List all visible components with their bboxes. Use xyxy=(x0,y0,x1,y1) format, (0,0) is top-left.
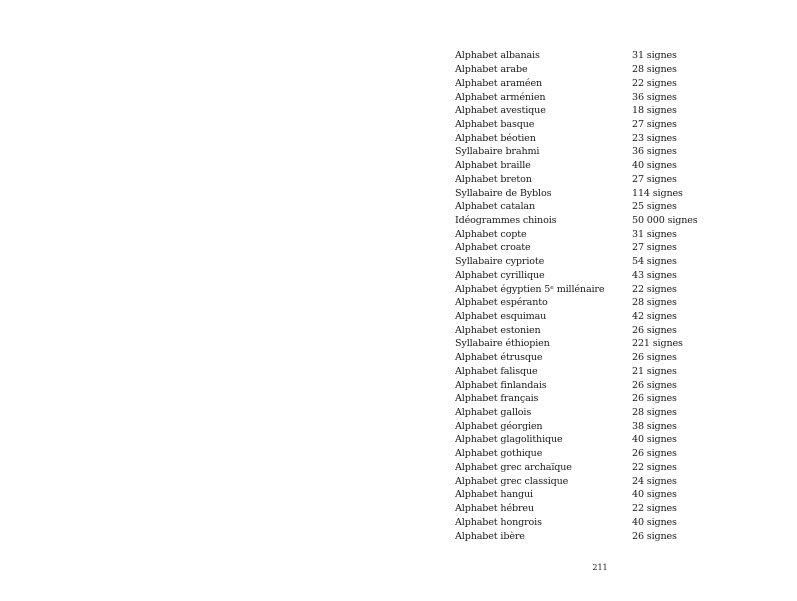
writing-system-name: Syllabaire cypriote xyxy=(455,256,545,268)
list-item xyxy=(455,118,715,132)
list-item xyxy=(455,200,715,214)
sign-count: 31 signes xyxy=(632,228,677,240)
sign-count: 36 signes xyxy=(632,91,677,103)
list-item xyxy=(455,186,715,200)
list-item xyxy=(455,406,715,420)
list-item xyxy=(455,323,715,337)
sign-count: 26 signes xyxy=(632,530,677,542)
list-item xyxy=(455,392,715,406)
sign-count: 18 signes xyxy=(632,105,677,117)
writing-system-name: Alphabet arménien xyxy=(455,91,546,103)
list-item xyxy=(455,241,715,255)
list-item xyxy=(455,433,715,447)
list-item xyxy=(455,474,715,488)
sign-count: 25 signes xyxy=(632,201,677,213)
writing-system-name: Alphabet gallois xyxy=(455,407,532,419)
writing-system-name: Alphabet arabe xyxy=(455,64,528,76)
sign-count: 114 signes xyxy=(632,187,683,199)
writing-system-name: Alphabet falisque xyxy=(455,365,538,377)
writing-system-name: Alphabet avestique xyxy=(455,105,546,117)
writing-system-name: Alphabet français xyxy=(455,393,539,405)
list-item xyxy=(455,337,715,351)
list-item xyxy=(455,282,715,296)
sign-count: 43 signes xyxy=(632,269,677,281)
sign-count: 28 signes xyxy=(632,64,677,76)
writing-system-name: Alphabet hébreu xyxy=(455,503,534,515)
list-item xyxy=(455,310,715,324)
writing-system-name: Alphabet égyptien 5ᵉ millénaire xyxy=(455,283,605,295)
sign-count: 22 signes xyxy=(632,77,677,89)
writing-system-name: Alphabet braille xyxy=(455,160,531,172)
sign-count: 26 signes xyxy=(632,352,677,364)
sign-count: 26 signes xyxy=(632,393,677,405)
sign-count: 27 signes xyxy=(632,242,677,254)
list-item xyxy=(455,145,715,159)
sign-count: 40 signes xyxy=(632,489,677,501)
sign-count: 40 signes xyxy=(632,160,677,172)
writing-system-name: Alphabet glagolithique xyxy=(455,434,563,446)
writing-system-name: Alphabet araméen xyxy=(455,77,543,89)
sign-count: 31 signes xyxy=(632,50,677,62)
sign-count: 22 signes xyxy=(632,461,677,473)
sign-count: 24 signes xyxy=(632,475,677,487)
sign-count: 38 signes xyxy=(632,420,677,432)
writing-system-name: Alphabet béotien xyxy=(455,132,536,144)
sign-count: 22 signes xyxy=(632,283,677,295)
sign-count: 26 signes xyxy=(632,379,677,391)
sign-count: 28 signes xyxy=(632,297,677,309)
list-item xyxy=(455,131,715,145)
list-item xyxy=(455,296,715,310)
list-item xyxy=(455,447,715,461)
list-item xyxy=(455,76,715,90)
list-item xyxy=(455,227,715,241)
writing-system-name: Alphabet hangui xyxy=(455,489,533,501)
list-item xyxy=(455,378,715,392)
list-item xyxy=(455,214,715,228)
writing-system-name: Alphabet géorgien xyxy=(455,420,543,432)
list-item xyxy=(455,159,715,173)
list-item xyxy=(455,269,715,283)
list-item xyxy=(455,255,715,269)
sign-count: 22 signes xyxy=(632,503,677,515)
list-item xyxy=(455,529,715,543)
sign-count: 40 signes xyxy=(632,516,677,528)
sign-count: 50 000 signes xyxy=(632,214,698,226)
sign-count: 26 signes xyxy=(632,324,677,336)
sign-count: 27 signes xyxy=(632,173,677,185)
writing-system-name: Alphabet grec classique xyxy=(455,475,569,487)
sign-count: 40 signes xyxy=(632,434,677,446)
writing-system-name: Alphabet cyrillique xyxy=(455,269,545,281)
list-item xyxy=(455,63,715,77)
writing-system-name: Alphabet copte xyxy=(455,228,527,240)
sign-count: 28 signes xyxy=(632,407,677,419)
list-item xyxy=(455,502,715,516)
writing-system-name: Alphabet grec archaïque xyxy=(455,461,572,473)
writing-system-name: Alphabet esquimau xyxy=(455,311,547,323)
sign-count: 36 signes xyxy=(632,146,677,158)
list-item xyxy=(455,488,715,502)
list-item xyxy=(455,461,715,475)
page-number: 211 xyxy=(592,563,608,572)
list-item xyxy=(455,104,715,118)
sign-count: 54 signes xyxy=(632,256,677,268)
writing-system-name: Idéogrammes chinois xyxy=(455,214,557,226)
sign-count: 26 signes xyxy=(632,448,677,460)
list-item xyxy=(455,351,715,365)
alphabet-list xyxy=(455,49,715,543)
writing-system-name: Syllabaire éthiopien xyxy=(455,338,550,350)
writing-system-name: Alphabet hongrois xyxy=(455,516,542,528)
list-item xyxy=(455,172,715,186)
sign-count: 23 signes xyxy=(632,132,677,144)
writing-system-name: Alphabet finlandais xyxy=(455,379,547,391)
writing-system-name: Alphabet espéranto xyxy=(455,297,548,309)
writing-system-name: Alphabet croate xyxy=(455,242,531,254)
sign-count: 42 signes xyxy=(632,311,677,323)
writing-system-name: Syllabaire brahmi xyxy=(455,146,540,158)
writing-system-name: Alphabet catalan xyxy=(455,201,535,213)
writing-system-name: Alphabet albanais xyxy=(455,50,540,62)
writing-system-name: Alphabet ibère xyxy=(455,530,525,542)
sign-count: 21 signes xyxy=(632,365,677,377)
writing-system-name: Syllabaire de Byblos xyxy=(455,187,552,199)
list-item xyxy=(455,49,715,63)
list-item xyxy=(455,90,715,104)
sign-count: 221 signes xyxy=(632,338,683,350)
writing-system-name: Alphabet basque xyxy=(455,118,535,130)
list-item xyxy=(455,515,715,529)
writing-system-name: Alphabet estonien xyxy=(455,324,541,336)
list-item xyxy=(455,365,715,379)
writing-system-name: Alphabet breton xyxy=(455,173,532,185)
writing-system-name: Alphabet gothique xyxy=(455,448,543,460)
writing-system-name: Alphabet étrusque xyxy=(455,352,543,364)
list-item xyxy=(455,419,715,433)
sign-count: 27 signes xyxy=(632,118,677,130)
